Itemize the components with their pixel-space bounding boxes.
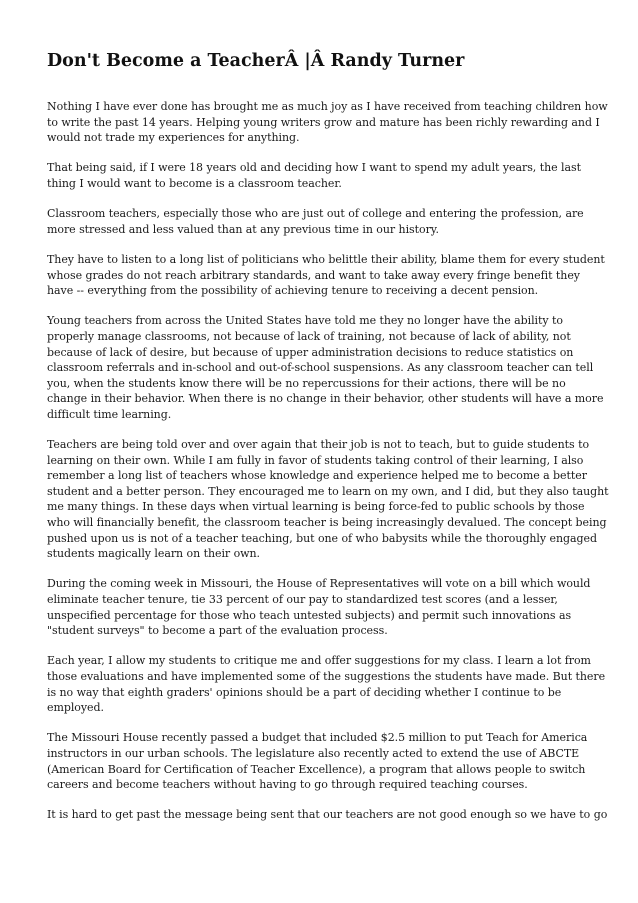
text-line: me many things. In these days when virtual learning is being force-fed to public schools by those [47, 500, 585, 514]
text-line: difficult time learning. [47, 407, 172, 421]
text-line: remember a long list of teachers whose knowledge and experience helped me to become a better [47, 469, 587, 483]
text-line: because of lack of desire, but because of upper administration decisions to reduce statistics on [47, 345, 574, 359]
text-line: (American Board for Certification of Teacher Excellence), a program that allows people to switch [47, 762, 586, 776]
text-line: would not trade my experiences for anything. [47, 131, 300, 145]
text-line: is no way that eighth graders' opinions should be a part of deciding whether I continue to be [47, 685, 562, 699]
paragraph [47, 807, 608, 823]
text-line: employed. [47, 701, 104, 715]
text-line: you, when the students know there will be no repercussions for their actions, there will be no [47, 376, 566, 390]
text-line: pushed upon us is not of a teacher teaching, but one of who babysits while the thoroughly engaged [47, 531, 597, 545]
text-line: more stressed and less valued than at any previous time in our history. [47, 222, 439, 236]
paragraph [47, 252, 605, 299]
text-line: those evaluations and have implemented some of the suggestions the students have made. But there [47, 669, 606, 683]
text-line: The Missouri House recently passed a budget that included $2.5 million to put Teach for America [47, 731, 588, 745]
text-line: Teachers are being told over and over again that their job is not to teach, but to guide students to [47, 438, 590, 452]
text-line: have -- everything from the possibility of achieving tenure to receiving a decent pension. [47, 284, 539, 298]
text-line: careers and become teachers without having to go through required teaching courses. [47, 778, 528, 792]
text-line: It is hard to get past the message being sent that our teachers are not good enough so we have to go [47, 808, 608, 822]
text-line: student and a better person. They encouraged me to learn on my own, and I did, but they also taught [47, 484, 609, 498]
document-body [47, 99, 609, 823]
text-line: "student surveys" to become a part of the evaluation process. [47, 624, 388, 638]
paragraph [47, 653, 606, 715]
text-line: Each year, I allow my students to critique me and offer suggestions for my class. I learn a lot from [47, 654, 591, 668]
text-line: eliminate teacher tenure, tie 33 percent of our pay to standardized test scores (and a lesser, [47, 593, 558, 606]
text-line: properly manage classrooms, not because of lack of training, not because of lack of ability, not [47, 329, 571, 343]
text-line: whose grades do not reach arbitrary standards, and want to take away every fringe benefit they [47, 268, 580, 282]
text-line: They have to listen to a long list of politicians who belittle their ability, blame them for every student [47, 252, 605, 266]
paragraph [47, 99, 608, 146]
text-line: unspecified percentage for those who teach untested subjects) and permit such innovations as [47, 608, 572, 622]
text-line: to write the past 14 years. Helping young writers grow and mature has been richly rewarding and I [47, 115, 600, 129]
paragraph [47, 730, 595, 792]
document-title: Don't Become a TeacherÂ |Â Randy Turner [47, 51, 465, 71]
text-line: classroom referrals and in-school and out-of-school suspensions. As any classroom teacher can tell [47, 361, 594, 375]
text-line: students magically learn on their own. [47, 547, 260, 561]
text-line: Nothing I have ever done has brought me as much joy as I have received from teaching children how [47, 100, 608, 113]
text-line: Young teachers from across the United States have told me they no longer have the ability to [47, 314, 563, 328]
paragraph [47, 160, 595, 191]
text-line: learning on their own. While I am fully in favor of students taking control of their learning, I also [47, 453, 584, 467]
text-line: instructors in our urban schools. The legislature also recently acted to extend the use of ABCTE [47, 746, 580, 760]
text-line: That being said, if I were 18 years old and deciding how I want to spend my adult years, the last [47, 161, 581, 175]
text-line: During the coming week in Missouri, the House of Representatives will vote on a bill which would [47, 577, 591, 591]
text-line: thing I would want to become is a classroom teacher. [47, 176, 342, 190]
text-line: Classroom teachers, especially those who are just out of college and entering the profession, are [47, 207, 584, 221]
paragraph [47, 576, 595, 638]
paragraph [47, 313, 604, 422]
text-line: who will financially benefit, the classroom teacher is being increasingly devalued. The concept being [47, 516, 607, 530]
paragraph [47, 206, 595, 237]
paragraph [47, 437, 609, 562]
text-line: change in their behavior. When there is no change in their behavior, other students will have a more [47, 392, 604, 406]
